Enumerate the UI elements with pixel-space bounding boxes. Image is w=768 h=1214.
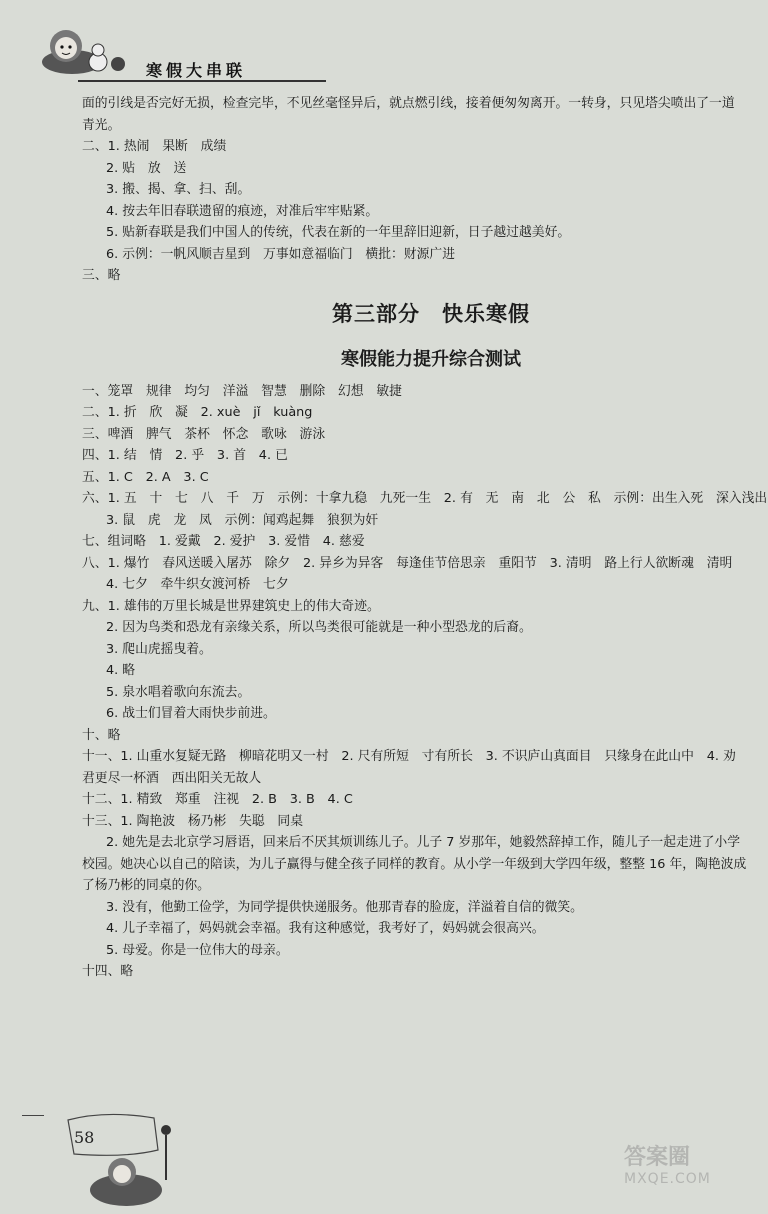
page-number: 58 xyxy=(74,1128,95,1147)
section-title: 第三部分 快乐寒假 xyxy=(332,301,530,326)
text-line: 八、1. 爆竹 春风送暖入屠苏 除夕 2. 异乡为异客 每逢佳节倍思亲 重阳节 3. 清明 路上行人欲断魂 清明 xyxy=(82,555,733,571)
text-line: 3. 鼠 虎 龙 凤 示例：闻鸡起舞 狼狈为奸 xyxy=(106,512,379,528)
text-line: 3. 爬山虎摇曳着。 xyxy=(106,641,212,657)
text-line: 6. 示例：一帆风顺吉星到 万事如意福临门 横批：财源广进 xyxy=(106,246,455,262)
text-line: 五、1. C 2. A 3. C xyxy=(82,469,209,485)
text-line: 2. 贴 放 送 xyxy=(106,160,187,176)
text-line: 3. 搬、揭、拿、扫、刮。 xyxy=(106,182,251,197)
text-line: 4. 略 xyxy=(106,663,136,678)
page-footer xyxy=(22,1100,202,1210)
text-line: 十一、1. 山重水复疑无路 柳暗花明又一村 2. 尺有所短 寸有所长 3. 不识庐山真面目 只缘身在此山中 4. 劝 xyxy=(82,749,736,764)
text-line: 校园。她决心以自己的陪读，为儿子赢得与健全孩子同样的教育。从小学一年级到大学四年级，整整 16 年，陶艳波成 xyxy=(82,856,747,872)
text-line: 4. 儿子幸福了，妈妈就会幸福。我有这种感觉，我考好了，妈妈就会很高兴。 xyxy=(106,921,545,936)
text-line: 5. 母爱。你是一位伟大的母亲。 xyxy=(106,942,289,958)
watermark xyxy=(624,1140,764,1210)
text-line: 5. 泉水唱着歌向东流去。 xyxy=(106,684,251,700)
cartoon-footer-icon xyxy=(66,1110,176,1210)
text-line: 青光。 xyxy=(82,117,121,133)
text-line: 三、略 xyxy=(82,268,121,283)
text-line: 七、组词略 1. 爱戴 2. 爱护 3. 爱惜 4. 慈爱 xyxy=(82,534,365,549)
text-line: 2. 因为鸟类和恐龙有亲缘关系，所以鸟类很可能就是一种小型恐龙的后裔。 xyxy=(106,620,532,635)
text-line: 了杨乃彬的同桌的你。 xyxy=(82,878,210,893)
text-line: 二、1. 热闹 果断 成绩 xyxy=(82,139,227,154)
text-line: 四、1. 结 情 2. 乎 3. 首 4. 已 xyxy=(82,448,288,463)
text-line: 一、笼罩 规律 均匀 洋溢 智慧 删除 幻想 敏捷 xyxy=(82,383,402,399)
text-line: 6. 战士们冒着大雨快步前进。 xyxy=(106,706,276,721)
header-divider xyxy=(78,80,326,82)
text-line: 三、啤酒 脾气 茶杯 怀念 歌咏 游泳 xyxy=(82,426,326,442)
sub-title: 寒假能力提升综合测试 xyxy=(341,348,521,370)
page-header xyxy=(38,18,288,78)
cartoon-kid-icon xyxy=(38,18,138,78)
text-line: 2. 她先是去北京学习唇语，回来后不厌其烦训练儿子。儿子 7 岁那年，她毅然辞掉工作，随儿子一起走进了小学 xyxy=(106,835,741,850)
answer-content xyxy=(82,93,768,983)
text-line: 面的引线是否完好无损，检查完毕，不见丝毫怪异后，就点燃引线，接着便匆匆离开。一转身，只见塔尖喷出了一道 xyxy=(82,96,735,111)
text-line: 十四、略 xyxy=(82,964,134,979)
watermark-url: MXQE.COM xyxy=(624,1171,711,1187)
text-line: 六、1. 五 十 七 八 千 万 示例：十拿九稳 九死一生 2. 有 无 南 北 公 私 示例：出生入死 深入浅出 xyxy=(82,491,768,506)
text-line: 君更尽一杯酒 西出阳关无故人 xyxy=(82,770,262,786)
watermark-text: 答案圈 xyxy=(624,1145,691,1170)
header-title: 寒假大串联 xyxy=(146,61,247,80)
text-line: 5. 贴新春联是我们中国人的传统，代表在新的一年里辞旧迎新，日子越过越美好。 xyxy=(106,225,571,240)
text-line: 4. 按去年旧春联遗留的痕迹，对准后牢牢贴紧。 xyxy=(106,203,379,219)
text-line: 十、略 xyxy=(82,727,121,743)
text-line: 二、1. 折 欣 凝 2. xuè jǐ kuàng xyxy=(82,405,313,420)
text-line: 十三、1. 陶艳波 杨乃彬 失聪 同桌 xyxy=(82,813,304,829)
text-line: 十二、1. 精致 郑重 注视 2. B 3. B 4. C xyxy=(82,792,353,807)
footer-divider xyxy=(22,1115,44,1116)
text-line: 4. 七夕 牵牛织女渡河桥 七夕 xyxy=(106,577,289,592)
text-line: 3. 没有，他勤工俭学，为同学提供快递服务。他那青春的脸庞，洋溢着自信的微笑。 xyxy=(106,899,583,915)
text-line: 九、1. 雄伟的万里长城是世界建筑史上的伟大奇迹。 xyxy=(82,598,380,614)
